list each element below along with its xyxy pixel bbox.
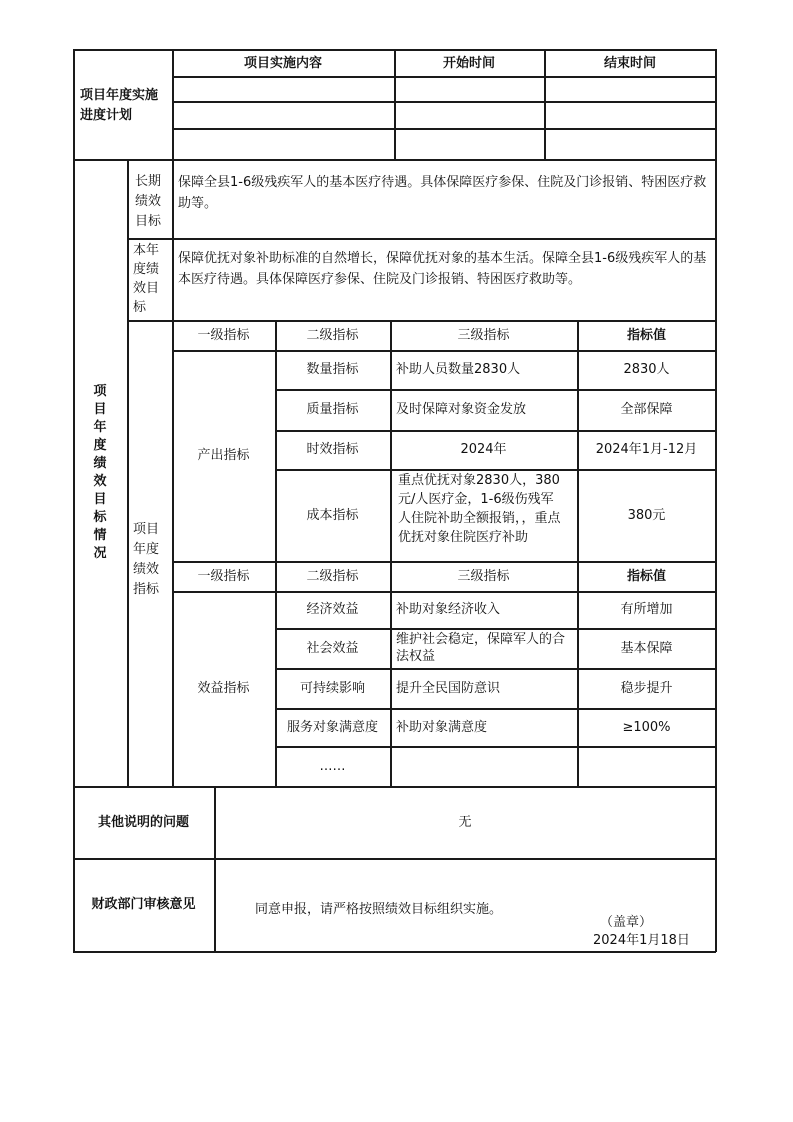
annual-goal-text: 保障优抚对象补助标准的自然增长，保障优抚对象的基本生活。保障全县1-6级残疾军人的基本医疗待遇。具体保障医疗参保、住院及门诊报销、特困医疗救助等。 [178,251,707,287]
schedule-header-start: 开始时间 [442,55,495,71]
output-value: 全部保障 [620,402,673,417]
finance-opinion-text: 同意申报，请严格按照绩效目标组织实施。 [255,902,503,917]
schedule-section-label: 项目年度实施进度计划 [80,88,159,123]
benefit-level2: 服务对象满意度 [286,719,378,735]
benefit-value: 稳步提升 [620,680,673,696]
benefit-level2-ellipsis: …… [319,758,346,774]
indicators-label: 项目年度绩效指标 [133,522,160,597]
output-level1: 产出指标 [197,448,250,463]
output-value: 2830人 [623,362,670,377]
header-level3: 三级指标 [457,327,510,343]
header-value: 指标值 [626,327,666,343]
output-value: 2024年1月-12月 [595,442,698,457]
output-level3: 2024年 [460,442,507,457]
annual-goal-label: 本年度绩效目标 [133,243,160,315]
long-term-goal-text: 保障全县1-6级残疾军人的基本医疗待遇。具体保障医疗参保、住院及门诊报销、特困医疗救助等。 [178,175,707,211]
benefit-value: 基本保障 [620,640,673,656]
header-level1: 一级指标 [197,327,250,343]
header-level3-repeat: 三级指标 [457,568,510,584]
output-level2: 时效指标 [306,442,359,457]
other-text: 无 [458,814,472,830]
output-value: 380元 [627,507,666,523]
benefit-level3: 提升全民国防意识 [396,681,501,696]
header-level1-repeat: 一级指标 [197,568,250,584]
header-level2: 二级指标 [306,327,359,343]
benefit-value: ≥100% [622,719,671,735]
finance-seal: （盖章） [600,915,653,930]
output-level2: 数量指标 [306,362,359,377]
cost-level3-cell [392,471,575,559]
finance-label: 财政部门审核意见 [91,897,196,912]
frame-bottom [73,951,716,953]
benefit-value [577,746,716,786]
finance-date: 2024年1月18日 [593,933,690,948]
benefit-level1: 效益指标 [197,681,250,696]
output-level2: 质量指标 [306,402,359,417]
benefit-level3: 补助对象经济收入 [396,602,501,617]
schedule-header-end: 结束时间 [603,55,656,71]
long-term-goal-label: 长期绩效目标 [135,174,162,229]
output-level3: 补助人员数量2830人 [396,362,521,377]
benefit-value: 有所增加 [620,602,673,617]
goals-section-label: 项 目 年 度 绩 效 目 标 情 况 [93,383,107,561]
output-level3: 重点优抚对象2830人，380元/人医疗金，1-6级伤残军人住院补助全额报销，，重点优抚对象住院医疗补助 [398,473,561,545]
benefit-level3: 维护社会稳定，保障军人的合法权益 [396,632,566,664]
header-level2-repeat: 二级指标 [306,568,359,584]
schedule-header-content: 项目实施内容 [243,55,322,71]
benefit-level3: 补助对象满意度 [396,720,488,735]
other-label: 其他说明的问题 [97,814,189,830]
header-value-repeat: 指标值 [626,568,666,584]
output-level2: 成本指标 [306,507,359,523]
benefit-level2: 社会效益 [306,640,359,656]
benefit-level2: 可持续影响 [299,680,365,696]
output-level3: 及时保障对象资金发放 [396,402,527,417]
benefit-level2: 经济效益 [306,602,359,617]
